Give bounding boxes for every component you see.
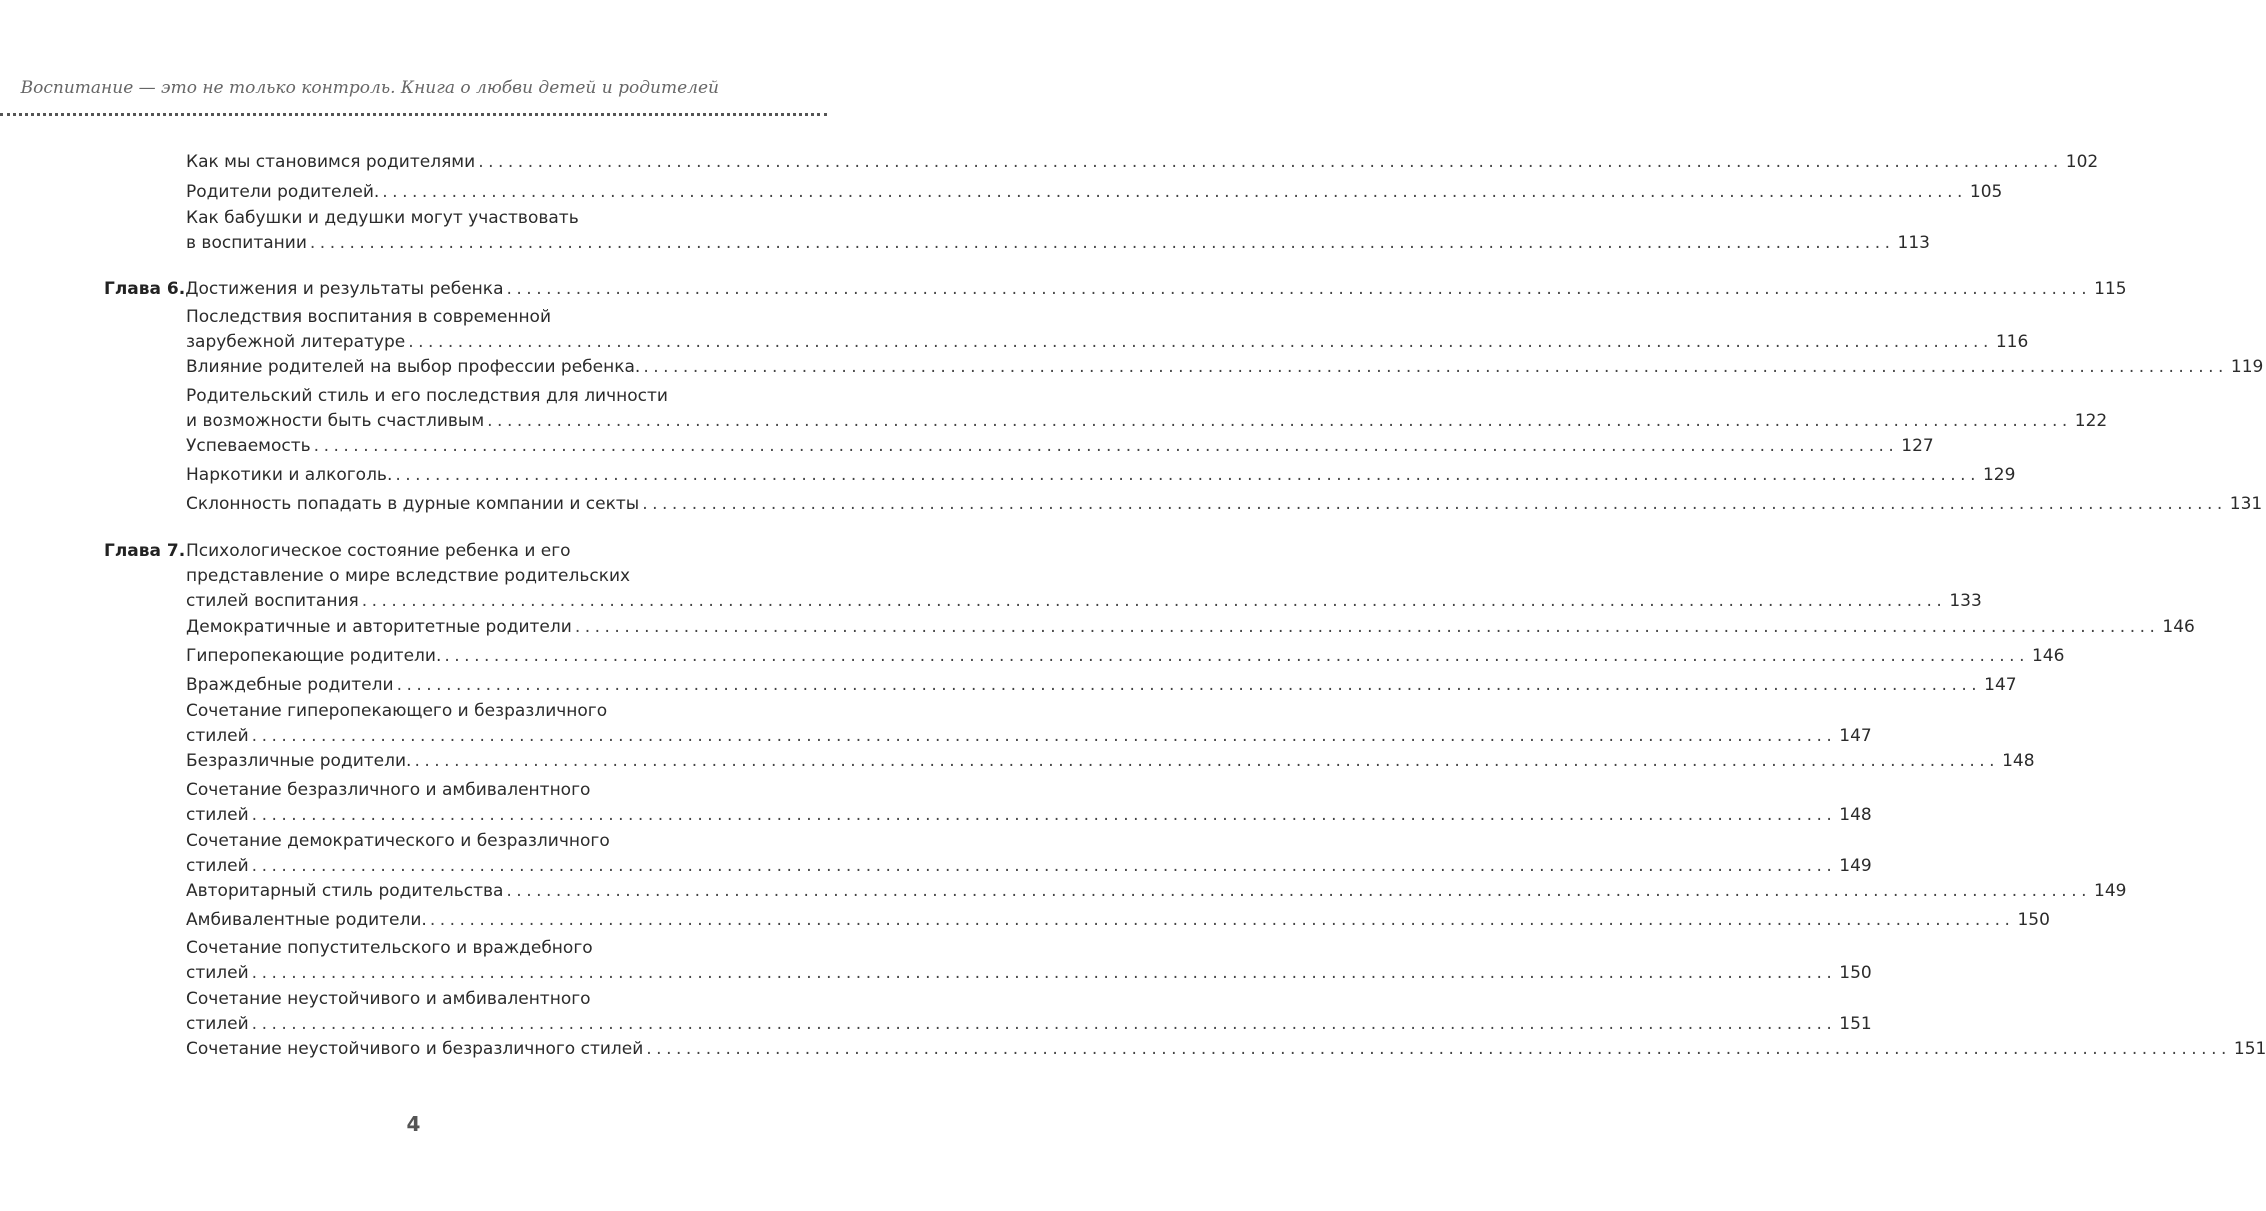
toc-page-number: 127 bbox=[1901, 436, 1934, 456]
dot-leader: ................................................................................................................................................................ bbox=[506, 881, 2092, 901]
toc-page-number: 151 bbox=[1839, 1014, 1872, 1034]
toc-page-number: 149 bbox=[2094, 881, 2127, 901]
toc-page-number: 105 bbox=[1969, 182, 2003, 202]
toc-entry-title-line: Сочетание неустойчивого и амбивалентного bbox=[186, 989, 591, 1009]
toc-entry-title-line: Враждебные родители bbox=[186, 675, 394, 695]
toc-page-number: 146 bbox=[2031, 646, 2065, 666]
toc-entry-title-line: стилей bbox=[186, 726, 249, 746]
toc-entry bbox=[186, 644, 2065, 669]
chapter-label: Глава 7. bbox=[104, 541, 186, 561]
toc-entry-title-line: Сочетание демократического и безразличного bbox=[186, 831, 610, 851]
toc-page-number: 131 bbox=[2229, 494, 2263, 514]
toc-entry-title-line: Склонность попадать в дурные компании и секты bbox=[186, 494, 640, 514]
dot-leader: ................................................................................................................................................................ bbox=[646, 1039, 2231, 1059]
toc-entry-title-line: Родительский стиль и его последствия для личности bbox=[186, 386, 668, 406]
dot-leader: ................................................................................................................................................................ bbox=[251, 805, 1837, 825]
chapter-label: Глава 6. bbox=[104, 279, 186, 299]
toc-entry-title-line: Успеваемость bbox=[186, 436, 311, 456]
toc-entry bbox=[186, 150, 2099, 175]
toc-entry-title-line: Демократичные и авторитетные родители bbox=[186, 617, 572, 637]
toc-page-number: 150 bbox=[2017, 910, 2050, 930]
toc-entry bbox=[186, 206, 1930, 256]
dot-leader: ................................................................................................................................................................ bbox=[251, 963, 1837, 983]
toc-page-number: 133 bbox=[1949, 591, 1982, 611]
toc-entry bbox=[186, 463, 2016, 488]
toc-entry-title-line: Достижения и результаты ребенка bbox=[185, 279, 504, 299]
dot-leader: ................................................................................................................................................................ bbox=[396, 675, 1982, 695]
toc-page-number: 129 bbox=[1982, 465, 2016, 485]
toc-page-number: 119 bbox=[2230, 357, 2264, 377]
toc-page-number: 149 bbox=[1839, 856, 1872, 876]
toc-page-number: 151 bbox=[2233, 1039, 2266, 1059]
dot-leader: ................................................................................................................................................................ bbox=[251, 856, 1837, 876]
toc-entry-title-line: Как мы становимся родителями bbox=[186, 152, 476, 172]
dot-leader: ................................................................................................................................................................ bbox=[429, 910, 2015, 930]
toc-entry-title-line: стилей bbox=[186, 856, 249, 876]
toc-entry-title-line: Родители родителей. bbox=[186, 182, 380, 202]
dot-leader: ................................................................................................................................................................ bbox=[487, 411, 2072, 431]
toc-page-number: 113 bbox=[1897, 233, 1930, 253]
toc-entry bbox=[186, 987, 1872, 1037]
toc-page-number: 122 bbox=[2074, 411, 2108, 431]
toc-page-number: 115 bbox=[2094, 279, 2127, 299]
toc-page-number: 150 bbox=[1839, 963, 1872, 983]
toc-entry bbox=[186, 615, 2195, 640]
running-header: Воспитание — это не только контроль. Книга о любви детей и родителей bbox=[20, 78, 719, 98]
dot-leader: ................................................................................................................................................................ bbox=[642, 494, 2227, 514]
dot-leader: ................................................................................................................................................................ bbox=[382, 182, 1967, 202]
toc-entry-title-line: стилей bbox=[186, 963, 249, 983]
toc-page-number: 116 bbox=[1995, 332, 2029, 352]
toc-page-number: 146 bbox=[2162, 617, 2195, 637]
dot-leader: ................................................................................................................................................................ bbox=[251, 726, 1837, 746]
toc-entry-title-line: представление о мире вследствие родительских bbox=[186, 566, 631, 586]
toc-entry-title-line: Сочетание попустительского и враждебного bbox=[186, 938, 593, 958]
toc-entry-title-line: Наркотики и алкоголь. bbox=[186, 465, 393, 485]
toc-entry bbox=[186, 699, 1872, 749]
toc-entry-title-line: Влияние родителей на выбор профессии ребенка. bbox=[186, 357, 641, 377]
dot-leader: ................................................................................................................................................................ bbox=[361, 591, 1947, 611]
dot-leader: ................................................................................................................................................................ bbox=[313, 436, 1899, 456]
toc-entry-title-line: зарубежной литературе bbox=[186, 332, 406, 352]
dot-leader: ................................................................................................................................................................ bbox=[574, 617, 2160, 637]
dot-leader: ................................................................................................................................................................ bbox=[444, 646, 2029, 666]
toc-entry bbox=[186, 749, 2035, 774]
toc-entry-title-line: стилей воспитания bbox=[186, 591, 359, 611]
toc-entry bbox=[186, 936, 1872, 986]
toc-entry bbox=[186, 355, 2264, 380]
toc-entry-title-line: Безразличные родители. bbox=[186, 751, 412, 771]
toc-page-number: 102 bbox=[2065, 152, 2099, 172]
toc-entry bbox=[186, 829, 1872, 879]
toc-entry-title-line: Гиперопекающие родители. bbox=[186, 646, 442, 666]
dot-leader: ................................................................................................................................................................ bbox=[478, 152, 2063, 172]
dot-leader: ................................................................................................................................................................ bbox=[408, 332, 1993, 352]
toc-entry-title-line: стилей bbox=[186, 1014, 249, 1034]
toc-entry-title-line: Последствия воспитания в современной bbox=[186, 307, 552, 327]
dot-leader: ................................................................................................................................................................ bbox=[309, 233, 1895, 253]
toc-entry-title-line: Сочетание безразличного и амбивалентного bbox=[186, 780, 591, 800]
toc-entry-title-line: Как бабушки и дедушки могут участвовать bbox=[186, 208, 579, 228]
toc-entry bbox=[104, 539, 1982, 614]
dot-leader: ................................................................................................................................................................ bbox=[643, 357, 2228, 377]
toc-entry-title-line: стилей bbox=[186, 805, 249, 825]
dot-leader: ................................................................................................................................................................ bbox=[251, 1014, 1837, 1034]
page-number: 4 bbox=[406, 1112, 421, 1136]
toc-entry bbox=[186, 305, 2029, 355]
toc-entry-title-line: в воспитании bbox=[186, 233, 307, 253]
toc-entry bbox=[186, 673, 2017, 698]
toc-entry-title-line: и возможности быть счастливым bbox=[186, 411, 485, 431]
toc-entry bbox=[186, 1037, 2266, 1062]
toc-page-number: 147 bbox=[1839, 726, 1872, 746]
toc-entry bbox=[186, 180, 2003, 205]
toc-entry bbox=[104, 277, 2127, 302]
toc-entry-title-line: Психологическое состояние ребенка и его bbox=[186, 541, 571, 561]
toc-page-number: 148 bbox=[2002, 751, 2035, 771]
toc-entry bbox=[186, 879, 2127, 904]
toc-entry bbox=[186, 778, 1872, 828]
toc-entry bbox=[186, 908, 2050, 933]
toc-entry bbox=[186, 492, 2263, 517]
toc-entry bbox=[186, 384, 2108, 434]
dot-leader: ................................................................................................................................................................ bbox=[506, 279, 2092, 299]
toc-page-number: 147 bbox=[1984, 675, 2017, 695]
toc-entry-title-line: Амбивалентные родители. bbox=[186, 910, 427, 930]
toc-page-number: 148 bbox=[1839, 805, 1872, 825]
dot-leader: ................................................................................................................................................................ bbox=[414, 751, 2000, 771]
toc-entry-title-line: Авторитарный стиль родительства bbox=[186, 881, 504, 901]
toc-entry bbox=[186, 434, 1934, 459]
toc-entry-title-line: Сочетание неустойчивого и безразличного стилей bbox=[186, 1039, 644, 1059]
dot-leader: ................................................................................................................................................................ bbox=[395, 465, 1980, 485]
toc-entry-title-line: Сочетание гиперопекающего и безразличного bbox=[186, 701, 608, 721]
